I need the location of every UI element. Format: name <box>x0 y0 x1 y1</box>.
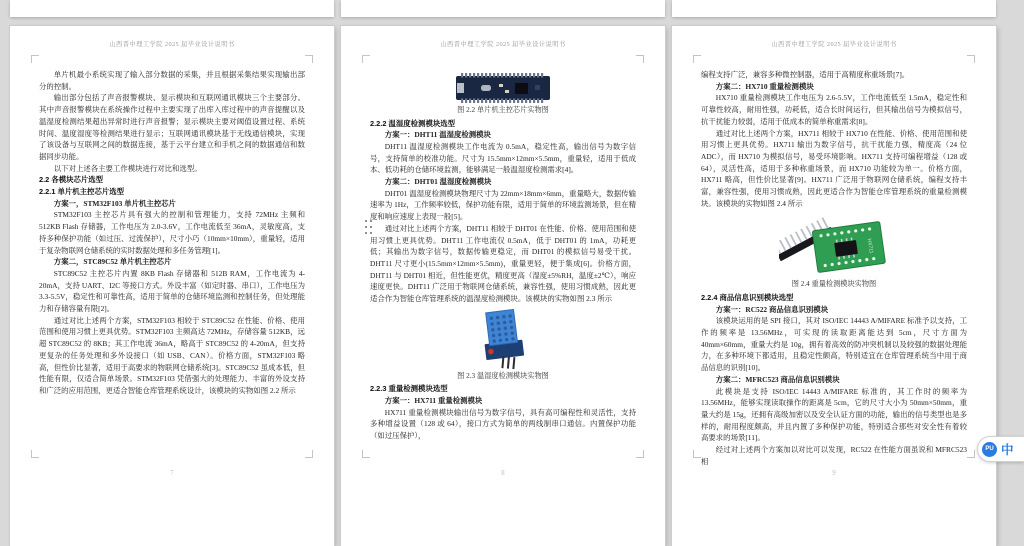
previous-page-bottom-2 <box>341 0 665 17</box>
figure-dht11-module[interactable] <box>370 308 636 383</box>
page-number: 7 <box>170 470 174 477</box>
figure-caption: 图 2.4 重量检测模块实物图 <box>791 280 877 289</box>
paragraph[interactable]: HX710 重量检测模块工作电压为 2.6-5.5V，工作电流低至 1.5mA，稳定性和可靠性较高，耐用性强，功耗低，适合长时间运行，但其输出信号为模拟信号，抗干扰能力较弱，适用于低成本的简单称重需求[8]。 <box>701 93 967 126</box>
margin-crop-mark <box>362 450 370 458</box>
margin-crop-mark <box>636 450 644 458</box>
ime-indicator[interactable] <box>977 436 1024 462</box>
paragraph[interactable]: 以下对上述各主要工作模块进行对比和选型。 <box>53 163 202 173</box>
figure-hx711-module[interactable] <box>701 212 967 291</box>
paragraph[interactable]: DHT11 温湿度检测模块工作电流为 0.5mA，稳定性高，输出信号为数字信号，支持简单的校准功能。尺寸为 15.5mm×12mm×5.5mm，重量轻，适用于低成本、低功耗的仓储环境监测，能够满足一般温湿度检测需求[4]。 <box>370 141 636 175</box>
paragraph[interactable]: 通过对比上述两个方案，HX711 相较于 HX710 在性能、价格、使用范围和使用习惯上更具优势。HX711 输出为数字信号，抗干扰能力强，精度高（24 位 ADC），而 HX710 为模拟信号，易受环境影响。HX711 支持可编程增益（128 或 64），灵活性高，适用于多种称重场景，而 HX710 功能较为单一。价格方面，HX711 略高，但性价比显著[9]。HX711 广泛用于物联网仓储系统，编程支持丰富，兼容性强，使用习惯成熟，因此更适合作为智能仓库管理系统的重量检测模块。该模块的实物如图 2.4 所示 <box>701 128 967 208</box>
document-page-2[interactable] <box>341 26 665 546</box>
plan-title[interactable]: 方案一：RC522 商品信息识别模块 <box>715 304 829 314</box>
paragraph[interactable]: STC89C52 主控芯片内置 8KB Flash 存储器和 512B RAM，工作电流为 4-20mA，支持 UART、I2C 等接口方式。外设丰富（如定时器、串口），工作电压为 3.3-5.5V，稳定性和可靠性高，适用于简单的仓储环境监测和控制任务，但处理能力和存储容量有限[2]。 <box>39 268 305 314</box>
running-header: 山西晋中理工学院 2025 届毕业设计说明书 <box>440 41 566 48</box>
margin-crop-mark <box>362 55 370 63</box>
subsection-heading[interactable]: 2.2.4 商品信息识别模块选型 <box>701 292 794 302</box>
paragraph[interactable]: 单片机最小系统实现了输入部分数据的采集，并且根据采集结果实现输出部分的控制。 <box>39 70 305 91</box>
page-3-text-area[interactable] <box>701 69 967 467</box>
paragraph[interactable]: 该模块运用的是 SPI 接口，其对 ISO/IEC 14443 A/MIFARE 标准予以支持，工作的频率是 13.56MHz，可实现的读取距离能达到 5cm，尺寸方面为 40mm×60mm，重量大约是 10g，拥有着高效的防冲突机制以及较强的数据处理能力，在多种环境下都适用，且稳定性颇高，特别适宜在仓库管理系统当中用于商品信息的识别[10]。 <box>701 316 967 373</box>
chip-silkscreen-label: HX711 <box>865 238 874 255</box>
paragraph[interactable]: 编程支持广泛，兼容多种微控制器，适用于高精度称重场景[7]。 <box>701 70 910 79</box>
plan-title[interactable]: 方案二：HX710 重量检测模块 <box>715 81 814 91</box>
document-page-1[interactable] <box>10 26 334 546</box>
paragraph[interactable]: 此模块是支持 ISO/IEC 14443 A/MIFARE 标准的，其工作时的频率为 13.56MHz，能够实现读取操作的距离是 5cm，它的尺寸大小为 50mm×50mm，重量大约是 15g，还拥有高级加密以及安全认证方面的功能，输出的信号类型也是多样的，耐用程度颇高，并且内置了多种保护功能，特别适合那些对安全性有着较高要求的场景[11]。 <box>701 386 967 443</box>
margin-crop-mark <box>967 450 975 458</box>
running-header: 山西晋中理工学院 2025 届毕业设计说明书 <box>109 41 235 48</box>
plan-title[interactable]: 方案二，STC89C52 单片机主控芯片 <box>53 257 172 267</box>
paragraph[interactable]: 经过对上述两个方案加以对比可以发现，RC522 在性能方面虽说和 MFRC523 相 <box>701 445 967 466</box>
plan-title[interactable]: 方案二：DHT01 温湿度检测模块 <box>384 177 492 187</box>
page-number: 9 <box>832 470 836 477</box>
hx711-module-photo <box>779 212 889 278</box>
margin-crop-mark <box>305 450 313 458</box>
margin-crop-mark <box>693 450 701 458</box>
paragraph[interactable]: 通过对比上述两个方案，STM32F103 相较于 STC89C52 在性能、价格、使用范围和使用习惯上更具优势。STM32F103 主频高达 72MHz，存储容量 512KB，远超 STC89C52 的 8KB；其工作电流 36mA，略高于 STC89C52 的 4-20mA，但支持更复杂的任务处理和多外设接口（如 USB、CAN）。价格方面，STM32F103 略高，但性价比显著，适用于高要求的物联网仓储系统[3]。STC89C52 虽成本低，但性能有限，仅适合简单场景。STM32F103 凭借强大的处理能力、丰富的外设支持和广泛的应用范围，更适合智能仓库管理系统设计，该模块的实物如图 2.2 所示 <box>39 315 305 395</box>
section-heading[interactable]: 2.2 各模块芯片选型 <box>39 175 104 185</box>
document-page-3[interactable] <box>672 26 996 546</box>
previous-page-bottom-3 <box>672 0 996 17</box>
margin-crop-mark <box>636 55 644 63</box>
paragraph[interactable]: 输出部分包括了声音报警模块、显示模块和互联网通讯模块三个主要部分。其中声音报警模块在系统操作过程中主要实现了出库入库过程中的声音提醒以及温湿度检测结果超出异常时进行声音报警；显示模块主要对阈值设置过程、系统时间、温度湿度等检测结果进行显示；互联网通讯模块基于无线通信模块，实现了该设备与互联网之间的数据连接，基于云平台建立和手机之间的数据通信和数据同步功能。 <box>39 93 305 161</box>
stm32-board-photo <box>455 72 551 104</box>
margin-crop-mark <box>967 55 975 63</box>
figure-caption: 图 2.3 温湿度检测模块实物图 <box>457 371 549 380</box>
subsection-heading[interactable]: 2.2.2 温湿度检测模块选型 <box>370 118 456 128</box>
paragraph[interactable]: DHT01 温湿度检测模块物理尺寸为 22mm×18mm×6mm，重量略大，数据传输速率为 1Hz，工作频率较低，保护功能有限，适用于简单的环境监测场景，但在精度和响应速度上表现一般[5]。 <box>370 188 636 222</box>
plan-title[interactable]: 方案一：DHT11 温湿度检测模块 <box>384 130 491 140</box>
paragraph[interactable]: HX711 重量检测模块输出信号为数字信号，具有高可编程性和灵活性，支持多种增益设置（128 或 64），接口方式为简单的两线制串口通信。内置保护功能（如过压保护）， <box>370 407 636 441</box>
ime-logo-icon: PU <box>982 442 997 457</box>
page-2-text-area[interactable] <box>370 69 636 442</box>
plan-title[interactable]: 方案二：MFRC523 商品信息识别模块 <box>715 374 840 384</box>
page-number: 8 <box>501 470 505 477</box>
paragraph[interactable]: STM32F103 主控芯片具有强大的控制和管理能力，支持 72MHz 主频和 512KB Flash 存储器，工作电压为 2.0-3.6V，工作电流低至 36mA，灵敏度高，支持多种保护功能（如过压、过流保护），尺寸小巧（10mm×10mm），重量轻，适用于复杂物联网仓储系统的实时数据处理和多任务管理[1]。 <box>39 210 305 255</box>
figure-caption: 图 2.2 单片机主控芯片实物图 <box>457 106 549 114</box>
ime-mode-label[interactable]: 中 <box>1001 443 1014 457</box>
figure-stm32-board[interactable] <box>370 72 636 117</box>
page-1-text-area[interactable] <box>39 69 305 397</box>
plan-title[interactable]: 方案一：HX711 重量检测模块 <box>384 395 483 405</box>
margin-crop-mark <box>693 55 701 63</box>
subsection-heading[interactable]: 2.2.3 重量检测模块选型 <box>370 384 448 394</box>
running-header: 山西晋中理工学院 2025 届毕业设计说明书 <box>771 41 897 48</box>
plan-title[interactable]: 方案一，STM32F103 单片机主控芯片 <box>53 198 176 208</box>
subsection-heading[interactable]: 2.2.1 单片机主控芯片选型 <box>39 187 125 197</box>
margin-crop-mark <box>31 450 39 458</box>
dht11-module-photo <box>475 308 531 370</box>
margin-crop-mark <box>305 55 313 63</box>
previous-page-bottom-1 <box>10 0 334 17</box>
margin-crop-mark <box>31 55 39 63</box>
paragraph[interactable]: 通过对比上述两个方案，DHT11 相较于 DHT01 在性能、价格、使用范围和使用习惯上更具优势。DHT11 工作电流仅 0.5mA，低于 DHT01 的 1mA，功耗更低；其输出为数字信号，数据传输更稳定，而 DHT01 的模拟信号易受干扰。DHT11 尺寸更小(15.5mm×12mm×5.5mm)，重量更轻，便于集成[6]。价格方面，DHT11 与 DHT01 相近，但性能更优，精度更高（湿度±5%RH，温度±2℃），响应速度更快。DHT11 广泛用于物联网仓储系统，兼容性强，使用习惯成熟，因此更适合作为智能仓库管理系统的温湿度检测模块。该模块的实物如图 2.3 所示 <box>370 223 636 304</box>
